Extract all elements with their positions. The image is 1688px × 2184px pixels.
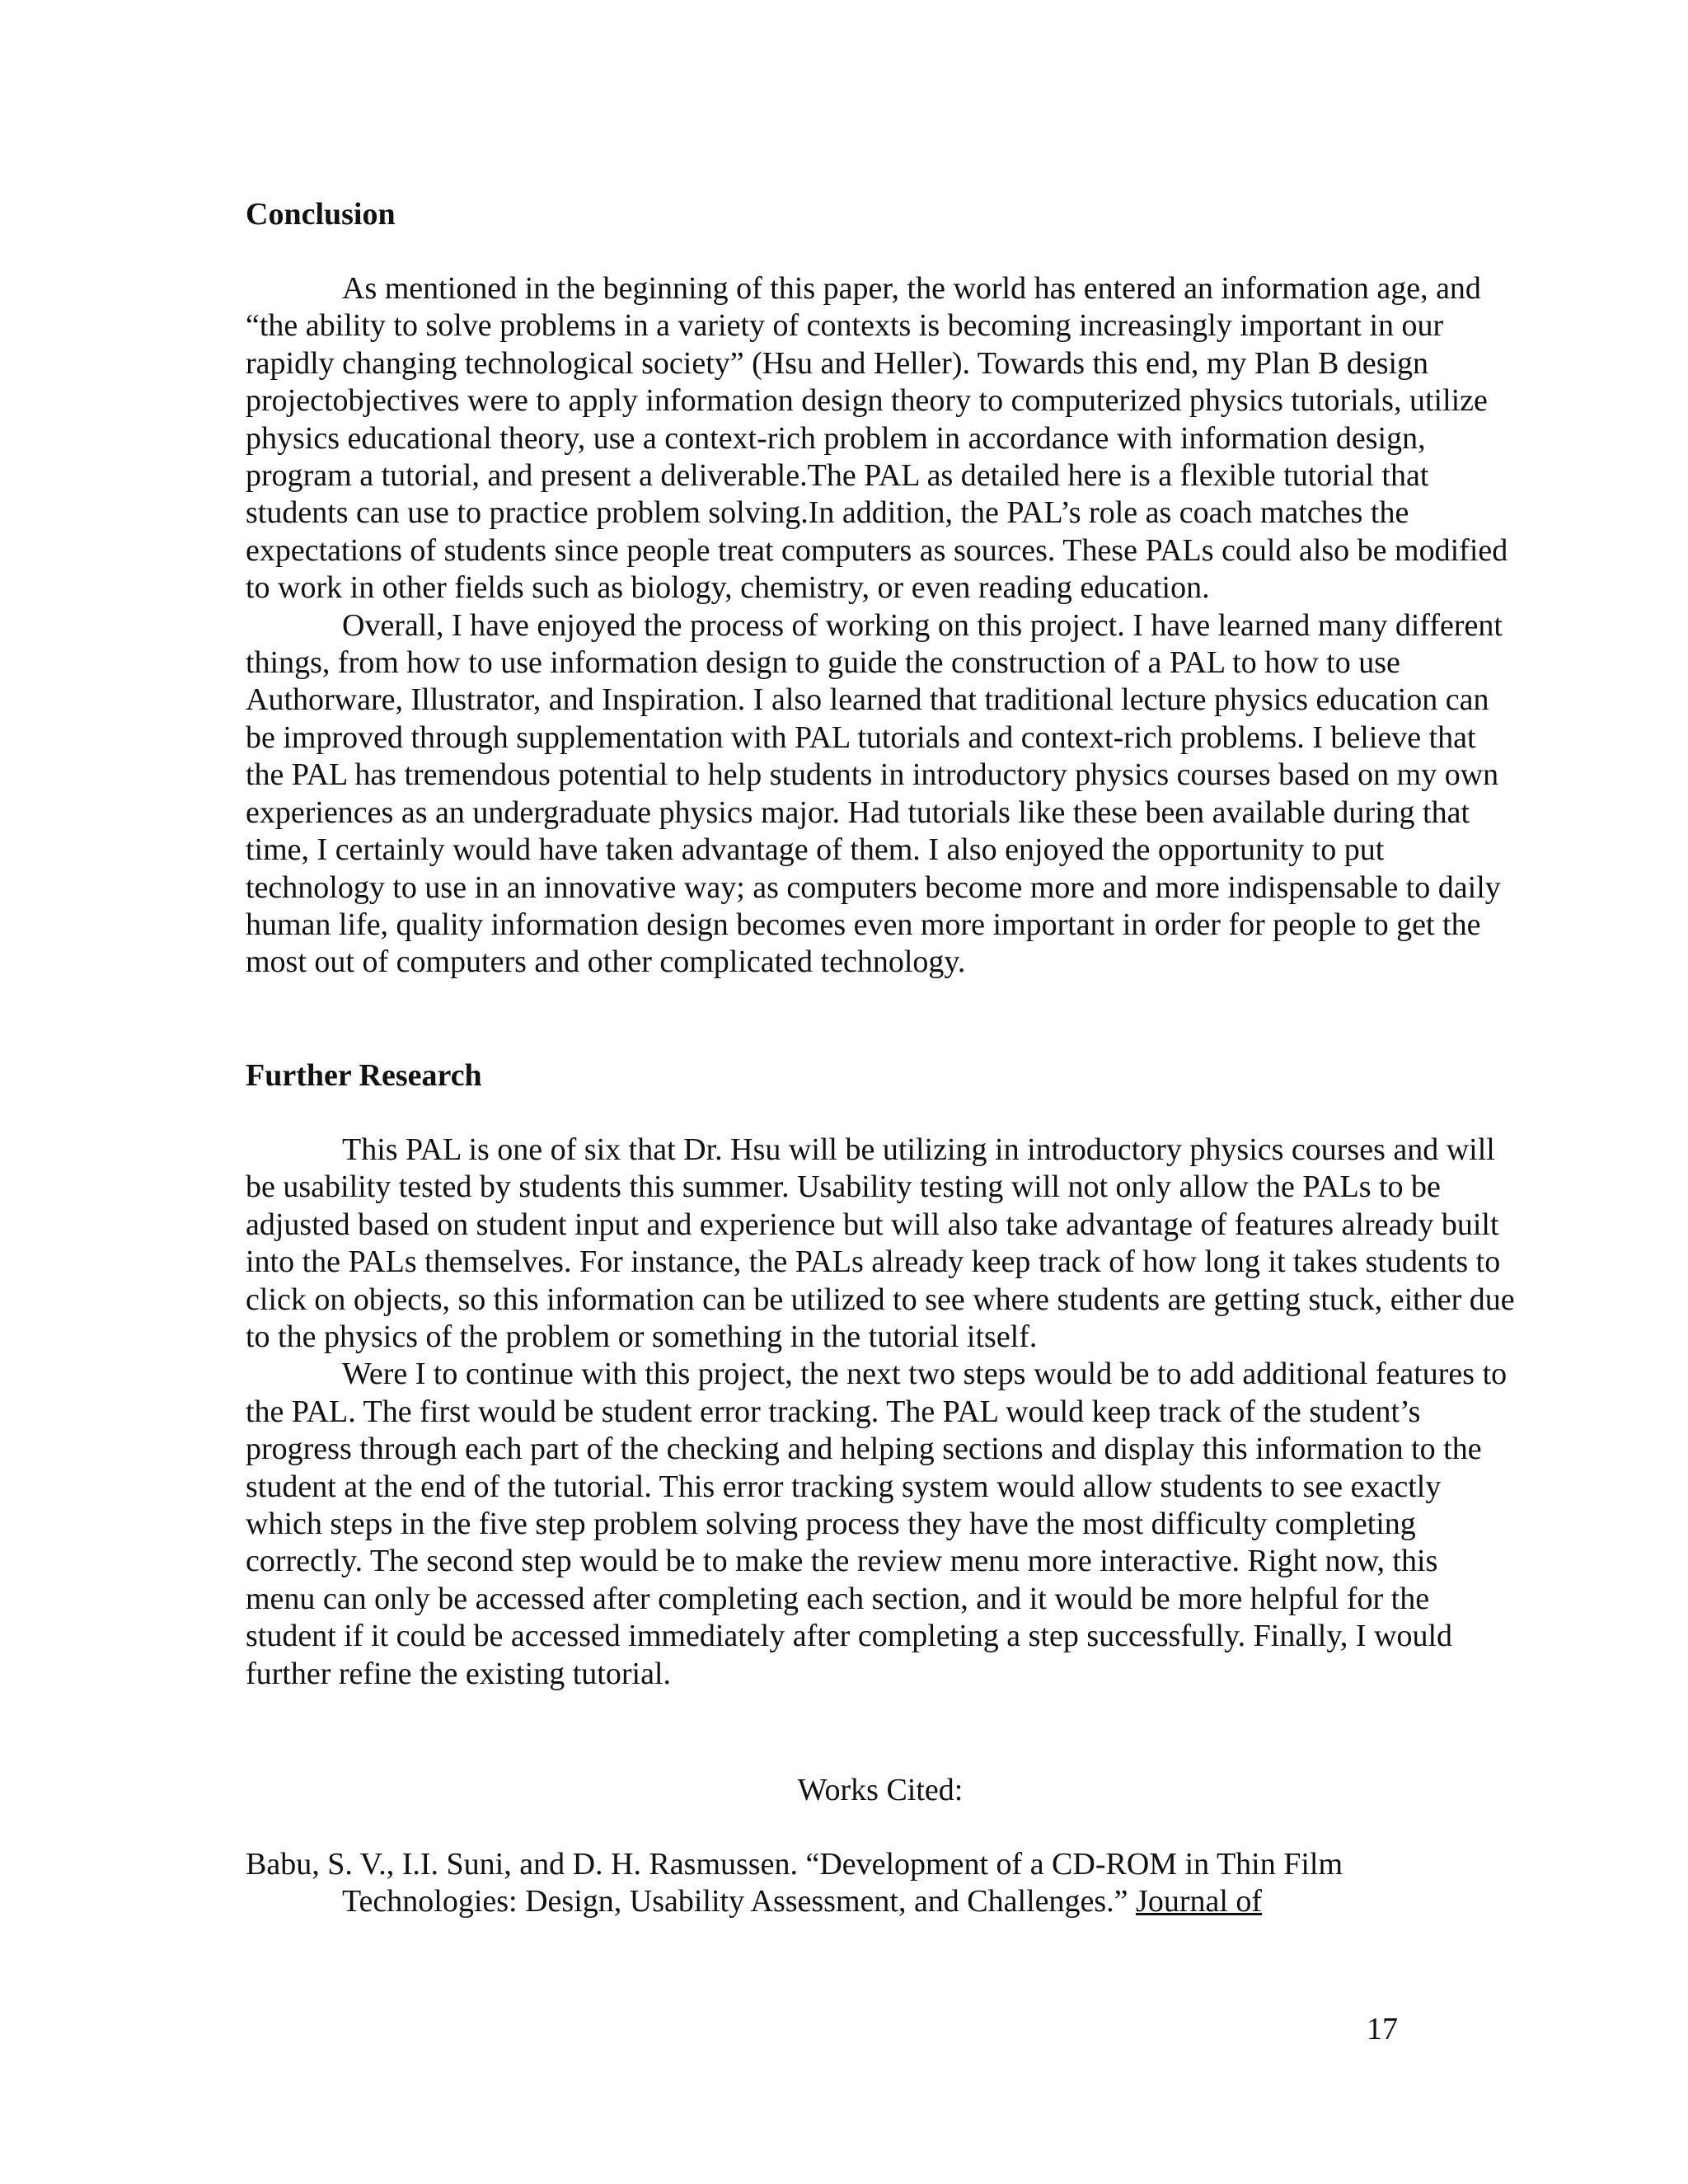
further-research-body <box>246 1132 1515 1693</box>
further-research-paragraph-2: Were I to continue with this project, the next two steps would be to add additional features to the PAL. The first would be student error tracking. The PAL would keep track of the student’s progress through each part of the checking and helping sections and display this information to the student at the end of the tutorial. This error tracking system would allow students to see exactly which steps in the five step problem solving process they have the most difficulty completing correctly. The second step would be to make the review menu more interactive. Right now, this menu can only be accessed after completing each section, and it would be more helpful for the student if it could be accessed immediately after completing a step successfully. Finally, I would further refine the existing tutorial. <box>246 1357 1507 1691</box>
conclusion-body <box>246 270 1515 982</box>
works-cited-heading: Works Cited: <box>797 1773 964 1807</box>
page-number: 17 <box>1367 2012 1398 2046</box>
conclusion-paragraph-2: Overall, I have enjoyed the process of working on this project. I have learned many different things, from how to use information design to guide the construction of a PAL to how to use Authorware, Illustrator, and Inspiration. I also learned that traditional lecture physics education can be improved through supplementation with PAL tutorials and context-rich problems. I believe that the PAL has tremendous potential to help students in introductory physics courses based on my own experiences as an undergraduate physics major. Had tutorials like these been available during that time, I certainly would have taken advantage of them. I also enjoyed the opportunity to put technology to use in an innovative way; as computers become more and more indispensable to daily human life, quality information design becomes even more important in order for people to get the most out of computers and other complicated technology. <box>246 607 1503 980</box>
citation-entry <box>246 1846 1515 1921</box>
further-research-paragraph-1: This PAL is one of six that Dr. Hsu will be utilizing in introductory physics courses and will be usability tested by students this summer. Usability testing will not only allow the PALs to be adjusted based on student input and experience but will also take advantage of features already built into the PALs themselves. For instance, the PALs already keep track of how long it takes students to click on objects, so this information can be utilized to see where students are getting stuck, either due to the physics of the problem or something in the tutorial itself. <box>246 1132 1515 1355</box>
citation-text: Babu, S. V., I.I. Suni, and D. H. Rasmussen. “Development of a CD-ROM in Thin Film Technologies: Design, Usability Assessment, and Challenges.” <box>246 1847 1343 1919</box>
conclusion-paragraph-1: As mentioned in the beginning of this paper, the world has entered an information age, and “the ability to solve problems in a variety of contexts is becoming increasingly important in our rapidly changing technological society” (Hsu and Heller). Towards this end, my Plan B design projectobjectives were to apply information design theory to computerized physics tutorials, utilize physics educational theory, use a context-rich problem in accordance with information design, program a tutorial, and present a deliverable.The PAL as detailed here is a flexible tutorial that students can use to practice problem solving.In addition, the PAL’s role as coach matches the expectations of students since people treat computers as sources. These PALs could also be modified to work in other fields such as biology, chemistry, or even reading education. <box>246 271 1508 606</box>
conclusion-heading: Conclusion <box>246 197 396 232</box>
citation-source-title: Journal of <box>1136 1884 1263 1919</box>
further-research-heading: Further Research <box>246 1058 482 1093</box>
